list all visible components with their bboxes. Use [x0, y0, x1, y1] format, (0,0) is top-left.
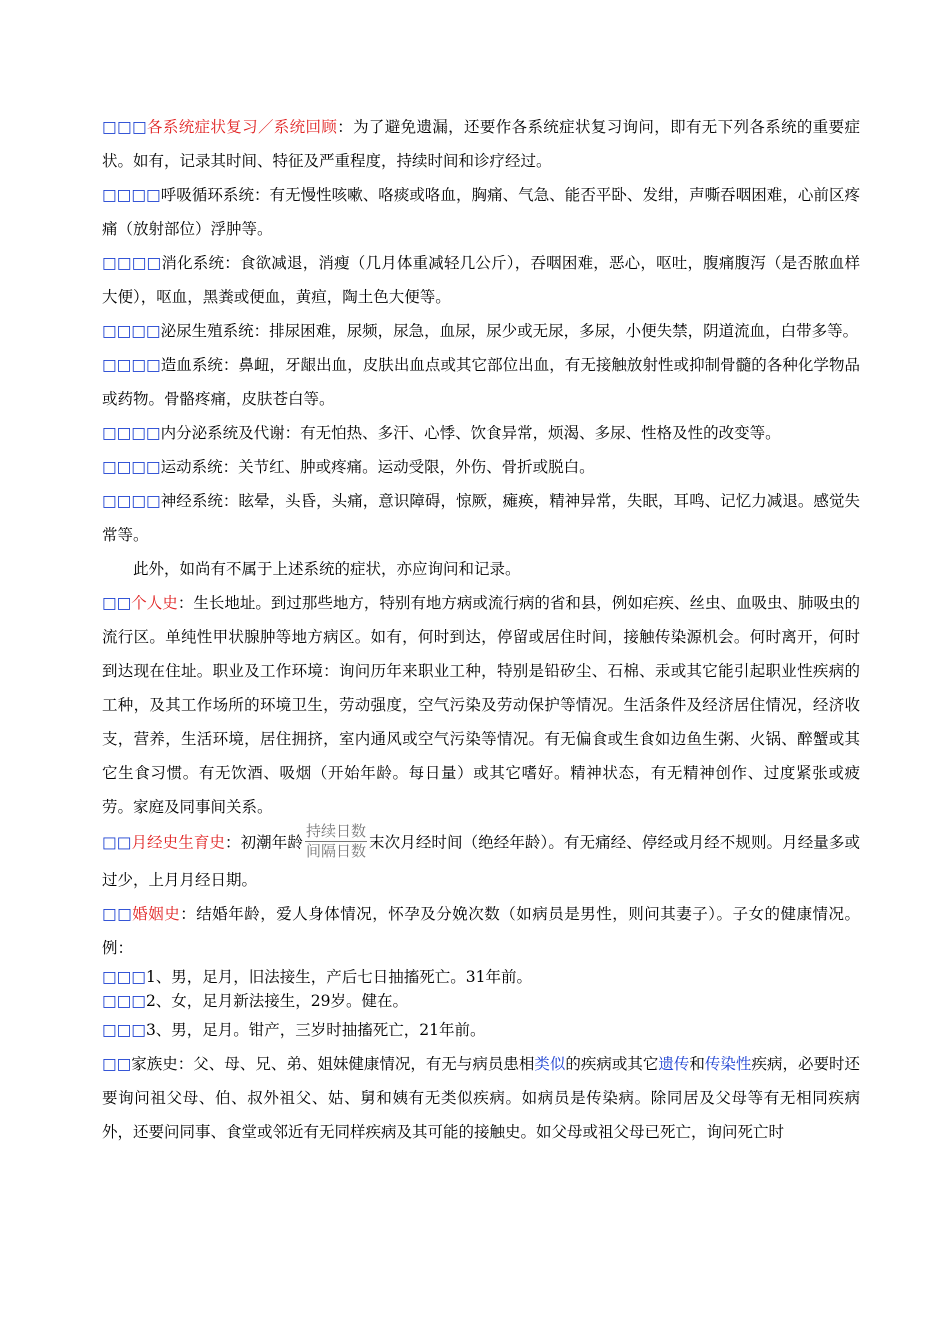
personal-history-heading: 个人史: [131, 594, 178, 612]
system-item-respiratory: [102, 178, 860, 246]
checkbox-marker: □□: [102, 905, 133, 923]
example-item-2: [102, 989, 860, 1013]
system-item-text: 内分泌系统及代谢：有无怕热、多汗、心悸、饮食异常，烦渴、多尿、性格及性的改变等。: [160, 424, 781, 442]
heading-colon: ：: [177, 594, 194, 612]
example-text: 2、女，足月新法接生，29岁。健在。: [145, 992, 409, 1010]
marriage-history-heading: 婚姻史: [132, 905, 181, 923]
family-history-text: 的疾病或其它: [565, 1055, 659, 1073]
link-infectious[interactable]: 传染性: [704, 1055, 752, 1073]
systems-review-paragraph: [102, 110, 860, 178]
heading-colon: ：: [225, 833, 241, 852]
system-item-nervous: [102, 484, 860, 552]
family-history-paragraph: [102, 1047, 860, 1149]
document-body: [102, 110, 860, 1149]
system-item-text: 神经系统：眩晕，头昏，头痛，意识障碍，惊厥，瘫痪，精神异常，失眠，耳鸣、记忆力减退。感觉失常等。: [102, 492, 860, 544]
fraction-numerator: 持续日数: [305, 822, 366, 840]
heading-colon: ：: [337, 118, 354, 136]
example-item-1: [102, 965, 860, 989]
system-item-text: 运动系统：关节红、肿或疼痛。运动受限，外伤、骨折或脱白。: [160, 458, 595, 476]
system-item-text: 造血系统：鼻衄，牙龈出血，皮肤出血点或其它部位出血，有无接触放射性或抑制骨髓的各种化学物品或药物。骨骼疼痛，皮肤苍白等。: [102, 356, 860, 408]
menstrual-text-after: 末次月经时间（绝经年龄）。有无痛经、停经或月经不规则。月经量多或过少，上月月经日期。: [102, 833, 860, 889]
link-similar[interactable]: 类似: [534, 1055, 566, 1073]
menstrual-history-heading: 月经史生育史: [131, 833, 225, 852]
example-item-3: [102, 1013, 860, 1047]
checkbox-marker: □□□□: [102, 424, 161, 442]
checkbox-marker: □□□□: [102, 254, 162, 272]
system-item-text: 消化系统：食欲减退，消瘦（几月体重减轻几公斤），吞咽困难，恶心，呕吐，腹痛腹泻（是否脓血样大便），呕血，黑粪或便血，黄疸，陶土色大便等。: [102, 254, 860, 306]
systems-review-text: 为了避免遗漏，还要作各系统症状复习询问，即有无下列各系统的重要症状。如有，记录其时间、特征及严重程度，持续时间和诊疗经过。: [102, 118, 860, 170]
marriage-history-text: 结婚年龄，爱人身体情况，怀孕及分娩次数（如病员是男性，则问其妻子）。子女的健康情况。例：: [102, 905, 860, 957]
family-history-text: 疾病，必要时还要询问祖父母、伯、叔外祖父、姑、舅和姨有无类似疾病。如病员是传染病。除同居及父母等有无相同疾病外，还要问同事、食堂或邻近有无同样疾病及其可能的接触史。如父母或祖父母已死亡，询问死亡时: [102, 1055, 860, 1141]
personal-history-text: 生长地址。到过那些地方，特别有地方病或流行病的省和县，例如疟疾、丝虫、血吸虫、肺吸虫的流行区。单纯性甲状腺肿等地方病区。如有，何时到达，停留或居住时间，接触传染源机会。何时离开，何时到达现在住址。职业及工作环境：询问历年来职业工种，特别是铅矽尘、石棉、汞或其它能引起职业性疾病的工种，及其工作场所的环境卫生，劳动强度，空气污染及劳动保护等情况。生活条件及经济居住情况，经济收支，营养，生活环境，居住拥挤，室内通风或空气污染等情况。有无偏食或生食如边鱼生粥、火锅、醉蟹或其它生食习惯。有无饮酒、吸烟（开始年龄。每日量）或其它嗜好。精神状态，有无精神创作、过度紧张或疲劳。家庭及同事间关系。: [102, 594, 860, 816]
menstrual-history-paragraph: [102, 824, 860, 897]
family-history-text: 和: [689, 1055, 705, 1073]
checkbox-marker: □□□□: [102, 322, 161, 340]
system-item-text: 泌尿生殖系统：排尿困难，尿频，尿急，血尿，尿少或无尿，多尿，小便失禁，阴道流血，白带多等。: [160, 322, 859, 340]
system-item-digestive: [102, 246, 860, 314]
checkbox-marker: □□□: [102, 118, 147, 136]
marriage-history-paragraph: [102, 897, 860, 965]
checkbox-marker: □□□□: [102, 186, 161, 204]
menstrual-text-before: 初潮年龄: [240, 833, 303, 852]
checkbox-marker: □□□: [102, 1021, 146, 1039]
family-history-text: 家族史：父、母、兄、弟、姐妹健康情况，有无与病员患相: [131, 1055, 535, 1073]
systems-review-heading: 各系统症状复习／系统回顾: [147, 118, 338, 136]
checkbox-marker: □□: [102, 833, 132, 852]
checkbox-marker: □□: [102, 1055, 132, 1073]
link-hereditary[interactable]: 遗传: [658, 1055, 690, 1073]
checkbox-marker: □□□□: [102, 458, 161, 476]
fraction-denominator: 间隔日数: [305, 842, 366, 860]
system-item-hematopoietic: [102, 348, 860, 416]
checkbox-marker: □□: [102, 594, 132, 612]
personal-history-paragraph: [102, 586, 860, 824]
checkbox-marker: □□□: [102, 992, 146, 1010]
menstrual-fraction: [305, 822, 367, 861]
system-item-motor: [102, 450, 860, 484]
heading-colon: ：: [180, 905, 197, 923]
checkbox-marker: □□□: [102, 968, 146, 986]
example-text: 3、男，足月。钳产，三岁时抽搐死亡，21年前。: [145, 1021, 486, 1039]
checkbox-marker: □□□□: [102, 356, 161, 374]
checkbox-marker: □□□□: [102, 492, 161, 510]
system-item-text: 呼吸循环系统：有无慢性咳嗽、咯痰或咯血，胸痛、气急、能否平卧、发绀，声嘶吞咽困难，心前区疼痛（放射部位）浮肿等。: [102, 186, 860, 238]
system-item-endocrine: [102, 416, 860, 450]
system-item-urogenital: [102, 314, 860, 348]
example-text: 1、男，足月，旧法接生，产后七日抽搐死亡。31年前。: [145, 968, 533, 986]
systems-review-closing: 此外，如尚有不属于上述系统的症状，亦应询问和记录。: [133, 560, 521, 578]
